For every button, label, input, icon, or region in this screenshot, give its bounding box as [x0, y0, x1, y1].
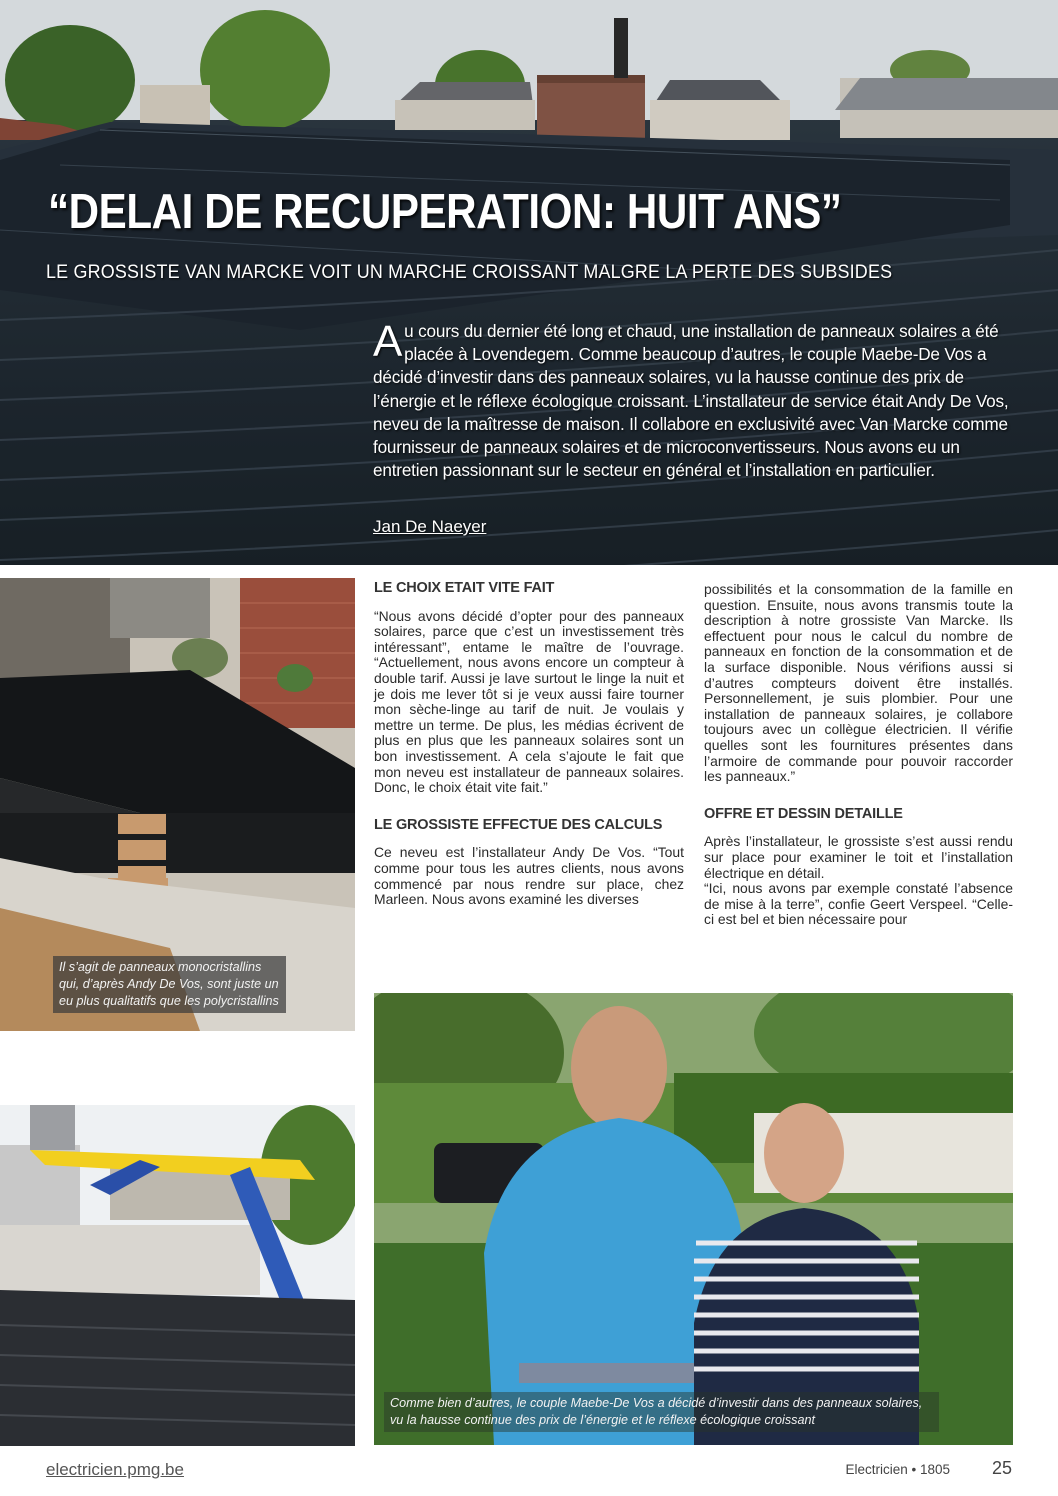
caption-couple: Comme bien d’autres, le couple Maebe-De Vos a décidé d’investir dans des panneaux solaires, vu la hausse continue des prix de l’énergie et le réflexe écologique croissant — [384, 1392, 939, 1432]
photo-couple — [374, 993, 1013, 1445]
paragraph-terre: “Ici, nous avons par exemple constaté l’absence de mise à la terre”, confie Geert Verspeel. “Celle-ci est bel et bien nécessaire pour — [704, 880, 1013, 928]
lead-dropcap: A — [373, 317, 403, 366]
page-number: 25 — [991, 1458, 1012, 1478]
photo-panel-stack — [0, 578, 355, 1031]
paragraph-choix: “Nous avons décidé d’opter pour des panneaux solaires, parce que c’est un investissement très intéressant”, entame le maître de l’ouvrage. “Actuellement, nous avons encore un compteur à double tarif. Aussi je lave surtout le linge la nuit et je dois me lever tôt si je veux aussi faire tourner mon sèche-linge au tarif de nuit. Je voulais y mettre un terme. De plus, les médias écrivent de plus en plus que les panneaux solaires sont un bon investissement. A cela s’ajoute le fait que mon neveu est installateur de panneaux solaires. Donc, le choix était vite fait.” — [374, 607, 684, 796]
heading-offre: OFFRE ET DESSIN DETAILLE — [704, 805, 903, 822]
heading-choix: LE CHOIX ETAIT VITE FAIT — [374, 580, 555, 596]
hero-banner — [0, 0, 1058, 565]
article-title: “DELAI DE RECUPERATION: HUIT ANS” — [48, 185, 842, 239]
paragraph-offre: Après l’installateur, le grossiste s’est aussi rendu sur place pour examiner le toit et l’installation électrique en détail. — [704, 833, 1013, 881]
caption-panels: Il s’agit de panneaux monocristallins qui, d’après Andy De Vos, sont juste un eu plus qualitatifs que les polycristallins — [53, 956, 286, 1013]
article-column-1 — [374, 581, 684, 908]
footer-magazine-issue: Electricien • 1805 — [845, 1462, 950, 1477]
article-subtitle: LE GROSSISTE VAN MARCKE VOIT UN MARCHE CROISSANT MALGRE LA PERTE DES SUBSIDES — [46, 261, 893, 283]
paragraph-possibilites: possibilités et la consommation de la famille en question. Ensuite, nous avons transmis toute la description à notre grossiste Van Marcke. Ils effectuent pour nous le calcul du nombre de panneaux en fonction de la consommation et de la surface disponible. Nous vérifions aussi si d’autres compteurs doivent être installés. Personnellement, je suis plombier. Pour une installation de panneaux solaires, je collabore toujours avec un collègue électricien. Il vérifie quelles sont les fournitures présentes dans l’armoire de commande pour pouvoir raccorder les panneaux.” — [704, 581, 1013, 785]
article-column-2 — [704, 582, 1013, 928]
article-lead — [373, 317, 1013, 482]
heading-grossiste: LE GROSSISTE EFFECTUE DES CALCULS — [374, 816, 663, 833]
footer-website-link[interactable]: electricien.pmg.be — [46, 1460, 184, 1479]
photo-crane — [0, 1105, 355, 1446]
lead-text: u cours du dernier été long et chaud, une installation de panneaux solaires a été placée à Lovendegem. Comme beaucoup d’autres, le couple Maebe-De Vos a décidé d’investir dans des panneaux solaires, vu la hausse continue des prix de l’énergie et le réflexe écologique croissant. L’installateur de service était Andy De Vos, neveu de la maîtresse de maison. Il collabore en exclusivité avec Van Marcke comme fournisseur de panneaux solaires et de microconvertisseurs. Nous avons eu un entretien passionnant sur le secteur en général et l’installation en particulier. — [373, 321, 1009, 481]
author-link[interactable]: Jan De Naeyer — [373, 517, 487, 536]
paragraph-grossiste: Ce neveu est l’installateur Andy De Vos. “Tout comme pour tous les autres clients, nous avons commencé par nous rendre sur place, chez Marleen. Nous avons examiné les diverses — [374, 844, 684, 908]
